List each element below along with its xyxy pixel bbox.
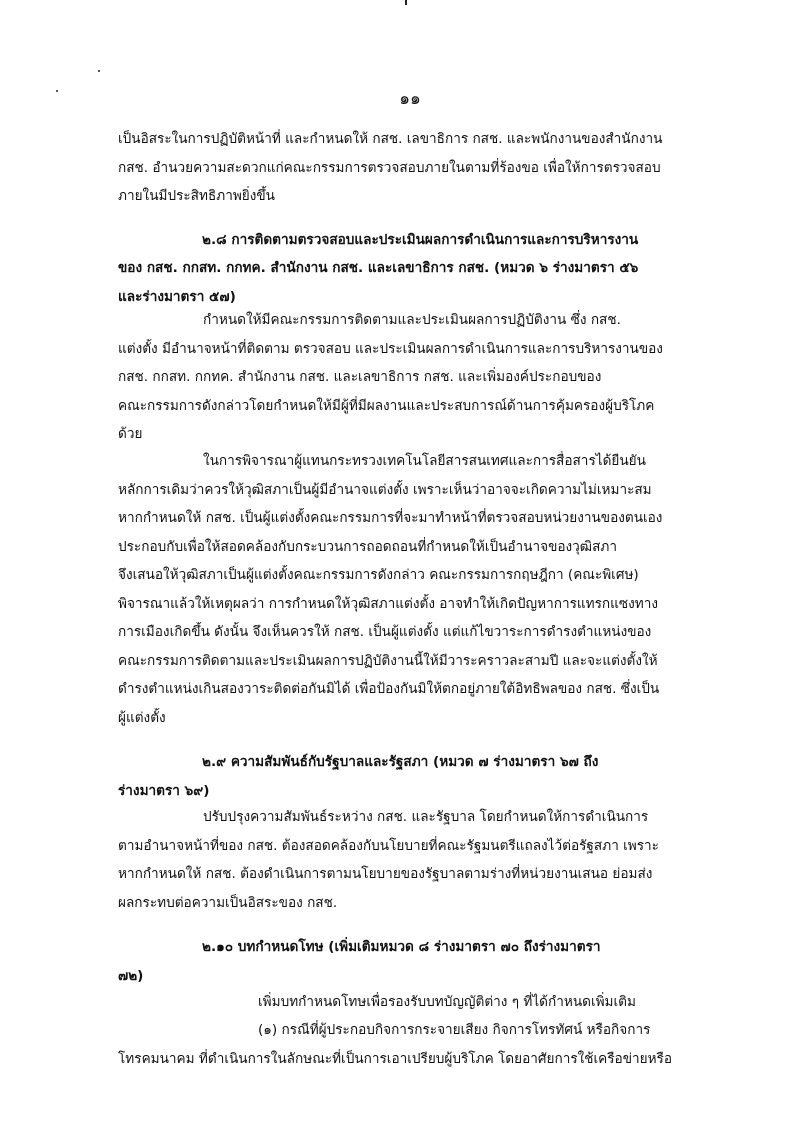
paragraph-line: คณะกรรมการดังกล่าวโดยกำหนดให้มีผู้ที่มีผลงานและประสบการณ์ด้านการคุ้มครองผู้บริโภค: [118, 398, 655, 414]
paragraph-line: จึงเสนอให้วุฒิสภาเป็นผู้แต่งตั้งคณะกรรมการดังกล่าว คณะกรรมการกฤษฎีกา (คณะพิเศษ): [118, 567, 639, 583]
paragraph-line: แต่งตั้ง มีอำนาจหน้าที่ติดตาม ตรวจสอบ และประเมินผลการดำเนินการและการบริหารงานของ: [118, 341, 663, 357]
scan-speck: [98, 70, 100, 72]
section-heading: ของ กสช. กกสท. กกทค. สำนักงาน กสช. และเลขาธิการ กสช. (หมวด ๖ ร่างมาตรา ๕๖: [118, 260, 639, 276]
paragraph-line: หากกำหนดให้ กสช. ต้องดำเนินการตามนโยบายของรัฐบาลตามร่างที่หน่วยงานเสนอ ย่อมส่ง: [118, 866, 653, 882]
section-heading: ๒.๙ ความสัมพันธ์กับรัฐบาลและรัฐสภา (หมวด ๗ ร่างมาตรา ๖๗ ถึง: [202, 754, 599, 770]
paragraph-line: คณะกรรมการติดตามและประเมินผลการปฏิบัติงานนี้ให้มีวาระคราวละสามปี และจะแต่งตั้งให้: [118, 653, 658, 669]
paragraph-line: โทรคมนาคม ที่ดำเนินการในลักษณะที่เป็นการเอาเปรียบผู้บริโภค โดยอาศัยการใช้เครือข่ายหรือ: [118, 1051, 673, 1067]
scan-speck: [405, 0, 407, 5]
paragraph-line: หากกำหนดให้ กสช. เป็นผู้แต่งตั้งคณะกรรมการที่จะมาทำหน้าที่ตรวจสอบหน่วยงานของตนเอง: [118, 510, 663, 526]
paragraph-line: ผู้แต่งตั้ง: [118, 710, 166, 726]
paragraph-line: กสช. อำนวยความสะดวกแก่คณะกรรมการตรวจสอบภายในตามที่ร้องขอ เพื่อให้การตรวจสอบ: [118, 160, 661, 176]
paragraph-line: (๑) กรณีที่ผู้ประกอบกิจการกระจายเสียง กิจการโทรทัศน์ หรือกิจการ: [258, 1022, 651, 1038]
paragraph-line: ในการพิจารณาผู้แทนกระทรวงเทคโนโลยีสารสนเทศและการสื่อสารได้ยืนยัน: [203, 453, 646, 469]
paragraph-line: เพิ่มบทกำหนดโทษเพื่อรองรับบทบัญญัติต่าง ๆ ที่ได้กำหนดเพิ่มเติม: [258, 994, 636, 1010]
paragraph-line: พิจารณาแล้วให้เหตุผลว่า การกำหนดให้วุฒิสภาแต่งตั้ง อาจทำให้เกิดปัญหาการแทรกแซงทาง: [118, 596, 659, 612]
paragraph-line: ผลกระทบต่อความเป็นอิสระของ กสช.: [118, 895, 338, 911]
paragraph-line: ดำรงตำแหน่งเกินสองวาระติดต่อกันมิได้ เพื่อป้องกันมิให้ตกอยู่ภายใต้อิทธิพลของ กสช. ซึ่งเป็น: [118, 681, 660, 697]
section-heading: ร่างมาตรา ๖๙): [118, 783, 210, 799]
paragraph-line: เป็นอิสระในการปฏิบัติหน้าที่ และกำหนดให้ กสช. เลขาธิการ กสช. และพนักงานของสำนักงาน: [118, 131, 663, 147]
paragraph-line: ประกอบกับเพื่อให้สอดคล้องกับกระบวนการถอดถอนที่กำหนดให้เป็นอำนาจของวุฒิสภา: [118, 539, 617, 555]
section-heading: ๒.๑๐ บทกำหนดโทษ (เพิ่มเติมหมวด ๘ ร่างมาตรา ๗๐ ถึงร่างมาตรา: [202, 939, 601, 955]
section-heading: และร่างมาตรา ๕๗): [118, 289, 236, 305]
paragraph-line: กำหนดให้มีคณะกรรมการติดตามและประเมินผลการปฏิบัติงาน ซึ่ง กสช.: [203, 312, 621, 328]
section-heading: ๒.๘ การติดตามตรวจสอบและประเมินผลการดำเนินการและการบริหารงาน: [202, 232, 639, 248]
paragraph-line: ปรับปรุงความสัมพันธ์ระหว่าง กสช. และรัฐบาล โดยกำหนดให้การดำเนินการ: [203, 809, 649, 825]
scan-speck: [56, 90, 58, 92]
paragraph-line: หลักการเดิมว่าควรให้วุฒิสภาเป็นผู้มีอำนาจแต่งตั้ง เพราะเห็นว่าอาจจะเกิดความไม่เหมาะสม: [118, 482, 652, 498]
page-number: ๑๑: [399, 89, 421, 109]
paragraph-line: ภายในมีประสิทธิภาพยิ่งขึ้น: [118, 188, 275, 204]
paragraph-line: การเมืองเกิดขึ้น ดังนั้น จึงเห็นควรให้ กสช. เป็นผู้แต่งตั้ง แต่แก้ไขวาระการดำรงตำแหน่งของ: [118, 624, 652, 640]
paragraph-line: ด้วย: [118, 426, 143, 442]
paragraph-line: ตามอำนาจหน้าที่ของ กสช. ต้องสอดคล้องกับนโยบายที่คณะรัฐมนตรีแถลงไว้ต่อรัฐสภา เพราะ: [118, 838, 659, 854]
section-heading: ๗๒): [118, 968, 144, 984]
paragraph-line: กสช. กกสท. กกทค. สำนักงาน กสช. และเลขาธิการ กสช. และเพิ่มองค์ประกอบของ: [118, 369, 602, 385]
